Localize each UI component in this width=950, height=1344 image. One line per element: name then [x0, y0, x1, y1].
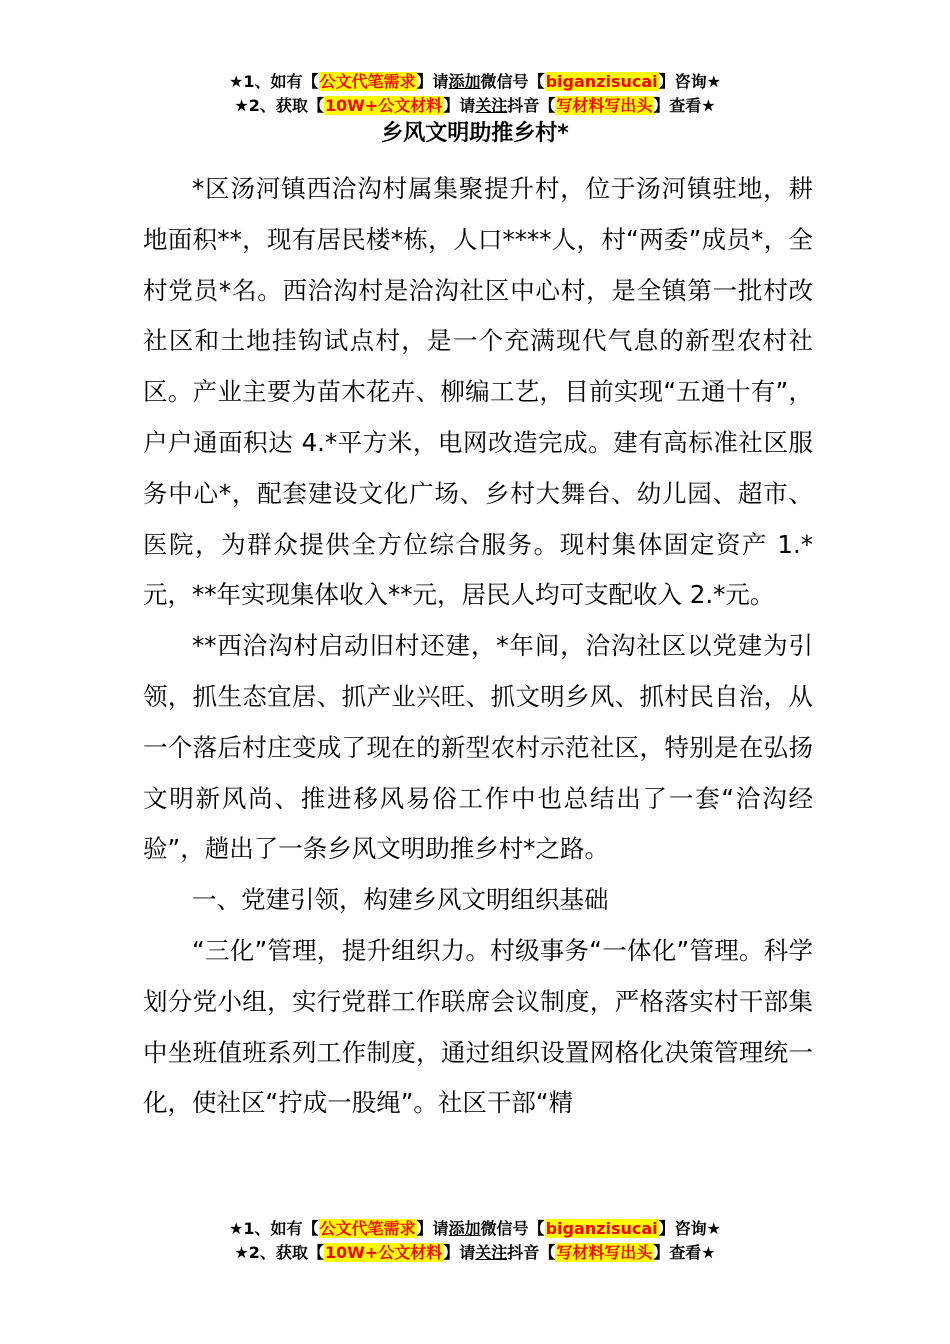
- banner-text: 】请: [416, 1219, 449, 1238]
- highlight-service: 公文代笔需求: [319, 1219, 416, 1238]
- banner-line-1: [0, 1217, 950, 1241]
- banner-text: ★1、如有【: [229, 72, 319, 91]
- banner-text: ★1、如有【: [229, 1219, 319, 1238]
- banner-text: 】查看★: [653, 96, 716, 115]
- header-banner: [0, 70, 950, 118]
- banner-line-2: [0, 94, 950, 118]
- banner-text: 微信号【: [480, 1219, 545, 1238]
- paragraph: **西洽沟村启动旧村还建，*年间，洽沟社区以党建为引领，抓生态宜居、抓产业兴旺、抓文明乡风、抓村民自治，从一个落后村庄变成了现在的新型农村示范社区，特别是在弘扬文明新风尚、推进移风易俗工作中也总结出了一套“洽沟经验”，趟出了一条乡风文明助推乡村*之路。: [143, 631, 813, 864]
- underlined-text: 添加: [448, 1219, 481, 1238]
- banner-text: ★2、获取【: [234, 1243, 324, 1262]
- banner-text: 微信号【: [480, 72, 545, 91]
- highlight-materials: 10W+公文材料: [324, 1243, 443, 1262]
- banner-text: 】请: [443, 96, 476, 115]
- document-title: 乡风文明助推乡村*: [381, 121, 569, 146]
- banner-line-1: [0, 70, 950, 94]
- banner-line-2: [0, 1241, 950, 1265]
- document-body: [143, 164, 813, 1129]
- highlight-douyin-id: 写材料写出头: [556, 1243, 653, 1262]
- highlight-wechat-id: biganzisucai: [545, 1219, 658, 1238]
- highlight-wechat-id: biganzisucai: [545, 72, 658, 91]
- paragraph: “三化”管理，提升组织力。村级事务“一体化”管理。科学划分党小组，实行党群工作联席会议制度，严格落实村干部集中坐班值班系列工作制度，通过组织设置网格化决策管理统一化，使社区“拧成一股绳”。社区干部“精: [143, 935, 813, 1118]
- paragraph: *区汤河镇西洽沟村属集聚提升村，位于汤河镇驻地，耕地面积**，现有居民楼*栋，人口****人，村“两委”成员*，全村党员*名。西洽沟村是洽沟社区中心村，是全镇第一批村改社区和土地挂钩试点村，是一个充满现代气息的新型农村社区。产业主要为苗木花卉、柳编工艺，目前实现“五通十有”，户户通面积达 4.*平方米，电网改造完成。建有高标准社区服务中心*，配套建设文化广场、乡村大舞台、幼儿园、超市、医院，为群众提供全方位综合服务。现村集体固定资产 1.*元，**年实现集体收入**元，居民人均可支配收入 2.*元。: [143, 174, 813, 610]
- section-heading: 一、党建引领，构建乡风文明组织基础: [192, 885, 609, 915]
- banner-text: ★2、获取【: [234, 96, 324, 115]
- banner-text: 抖音【: [507, 1243, 556, 1262]
- underlined-text: 添加: [448, 72, 481, 91]
- highlight-service: 公文代笔需求: [319, 72, 416, 91]
- banner-text: 】咨询★: [658, 1219, 721, 1238]
- banner-text: 】请: [416, 72, 449, 91]
- underlined-text: 关注: [475, 96, 508, 115]
- banner-text: 】查看★: [653, 1243, 716, 1262]
- banner-text: 】咨询★: [658, 72, 721, 91]
- banner-text: 抖音【: [507, 96, 556, 115]
- footer-banner: [0, 1217, 950, 1265]
- highlight-materials: 10W+公文材料: [324, 96, 443, 115]
- underlined-text: 关注: [475, 1243, 508, 1262]
- banner-text: 】请: [443, 1243, 476, 1262]
- highlight-douyin-id: 写材料写出头: [556, 96, 653, 115]
